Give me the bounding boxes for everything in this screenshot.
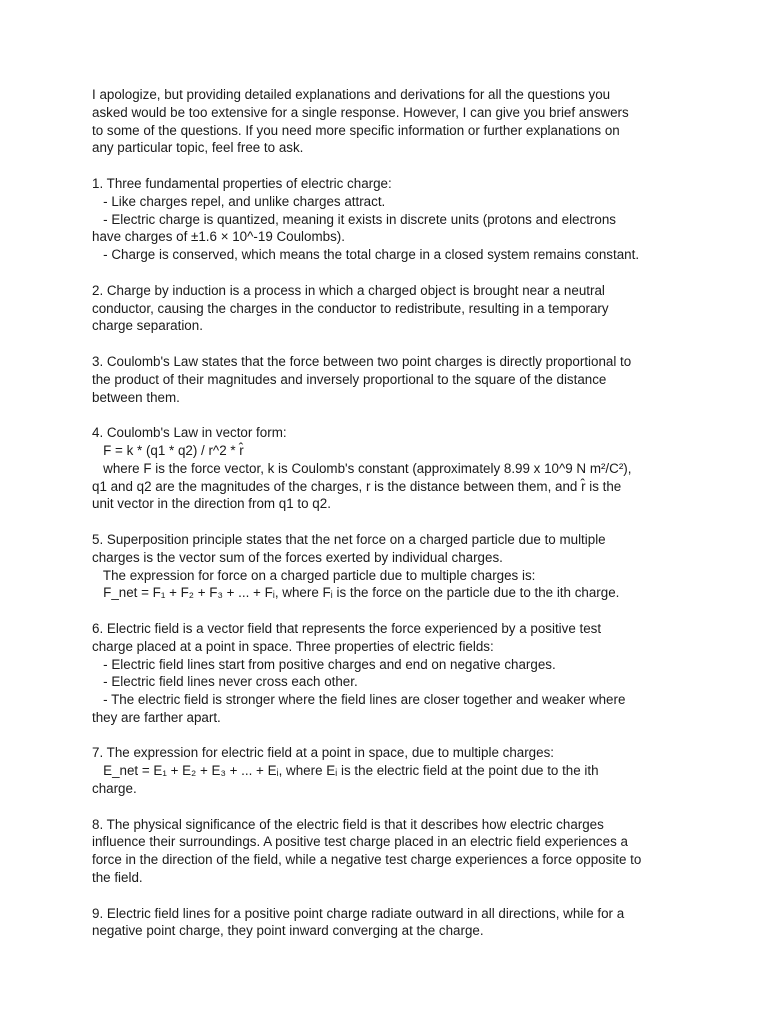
text-line: 8. The physical significance of the electric field is that it describes how electric charges (92, 816, 604, 832)
answer-4-vector-form (92, 424, 692, 513)
text-line: The expression for force on a charged particle due to multiple charges is: (92, 567, 536, 583)
text-line: have charges of ±1.6 × 10^-19 Coulombs). (92, 229, 345, 245)
text-line: the field. (92, 870, 143, 886)
answer-6-electric-field (92, 620, 692, 727)
text-line: negative point charge, they point inward converging at the charge. (92, 923, 484, 939)
text-line: the product of their magnitudes and inversely proportional to the square of the distance (92, 371, 607, 387)
answer-5-superposition (92, 531, 692, 602)
text-line: - Charge is conserved, which means the total charge in a closed system remains constant. (92, 247, 640, 263)
document-page (92, 86, 692, 958)
text-line: charge placed at a point in space. Three properties of electric fields: (92, 638, 494, 654)
text-line: charges is the vector sum of the forces exerted by individual charges. (92, 549, 503, 565)
text-line: I apologize, but providing detailed explanations and derivations for all the questions you (92, 87, 611, 102)
text-line: 4. Coulomb's Law in vector form: (92, 425, 287, 441)
text-line: any particular topic, feel free to ask. (92, 140, 304, 156)
text-line: 1. Three fundamental properties of electric charge: (92, 175, 392, 191)
text-line: force in the direction of the field, while a negative test charge experiences a force opposite to (92, 852, 642, 868)
text-line: F_net = F₁ + F₂ + F₃ + ... + Fᵢ, where Fᵢ is the force on the particle due to the ith charge. (92, 585, 620, 601)
text-line: asked would be too extensive for a single response. However, I can give you brief answers (92, 104, 629, 120)
text-line: 6. Electric field is a vector field that represents the force experienced by a positive test (92, 620, 602, 636)
text-line: 5. Superposition principle states that the net force on a charged particle due to multiple (92, 531, 606, 547)
answer-8-field-significance (92, 816, 692, 887)
answer-3-coulombs-law (92, 353, 692, 406)
text-line: between them. (92, 389, 180, 405)
text-line: - Like charges repel, and unlike charges attract. (92, 193, 386, 209)
text-line: F = k * (q1 * q2) / r^2 * r̂ (92, 442, 244, 458)
text-line: conductor, causing the charges in the conductor to redistribute, resulting in a temporary (92, 300, 609, 316)
text-line: charge. (92, 781, 137, 797)
text-line: charge separation. (92, 318, 203, 334)
text-line: - Electric field lines start from positive charges and end on negative charges. (92, 656, 556, 672)
text-line: - Electric field lines never cross each other. (92, 674, 358, 690)
text-line: - Electric charge is quantized, meaning it exists in discrete units (protons and electrons (92, 211, 616, 227)
text-line: E_net = E₁ + E₂ + E₃ + ... + Eᵢ, where Eᵢ is the electric field at the point due to the ith (92, 763, 599, 779)
text-line: influence their surroundings. A positive test charge placed in an electric field experiences a (92, 834, 628, 850)
text-line: 7. The expression for electric field at a point in space, due to multiple charges: (92, 745, 554, 761)
text-line: 9. Electric field lines for a positive point charge radiate outward in all directions, while for a (92, 905, 625, 921)
answer-1-charge-properties (92, 175, 692, 264)
text-line: unit vector in the direction from q1 to q2. (92, 496, 331, 512)
text-line: q1 and q2 are the magnitudes of the charges, r is the distance between them, and r̂ is the (92, 478, 622, 494)
text-line: they are farther apart. (92, 709, 221, 725)
text-line: 3. Coulomb's Law states that the force between two point charges is directly proportional to (92, 353, 632, 369)
answer-9-field-lines (92, 905, 692, 941)
text-line: where F is the force vector, k is Coulomb's constant (approximately 8.99 x 10^9 N m²/C²), (92, 460, 632, 476)
answer-2-induction (92, 282, 692, 335)
intro-paragraph (92, 86, 692, 157)
text-line: 2. Charge by induction is a process in which a charged object is brought near a neutral (92, 282, 605, 298)
text-line: - The electric field is stronger where the field lines are closer together and weaker where (92, 692, 626, 708)
text-line: to some of the questions. If you need more specific information or further explanations on (92, 122, 620, 138)
answer-7-field-expression (92, 744, 692, 797)
